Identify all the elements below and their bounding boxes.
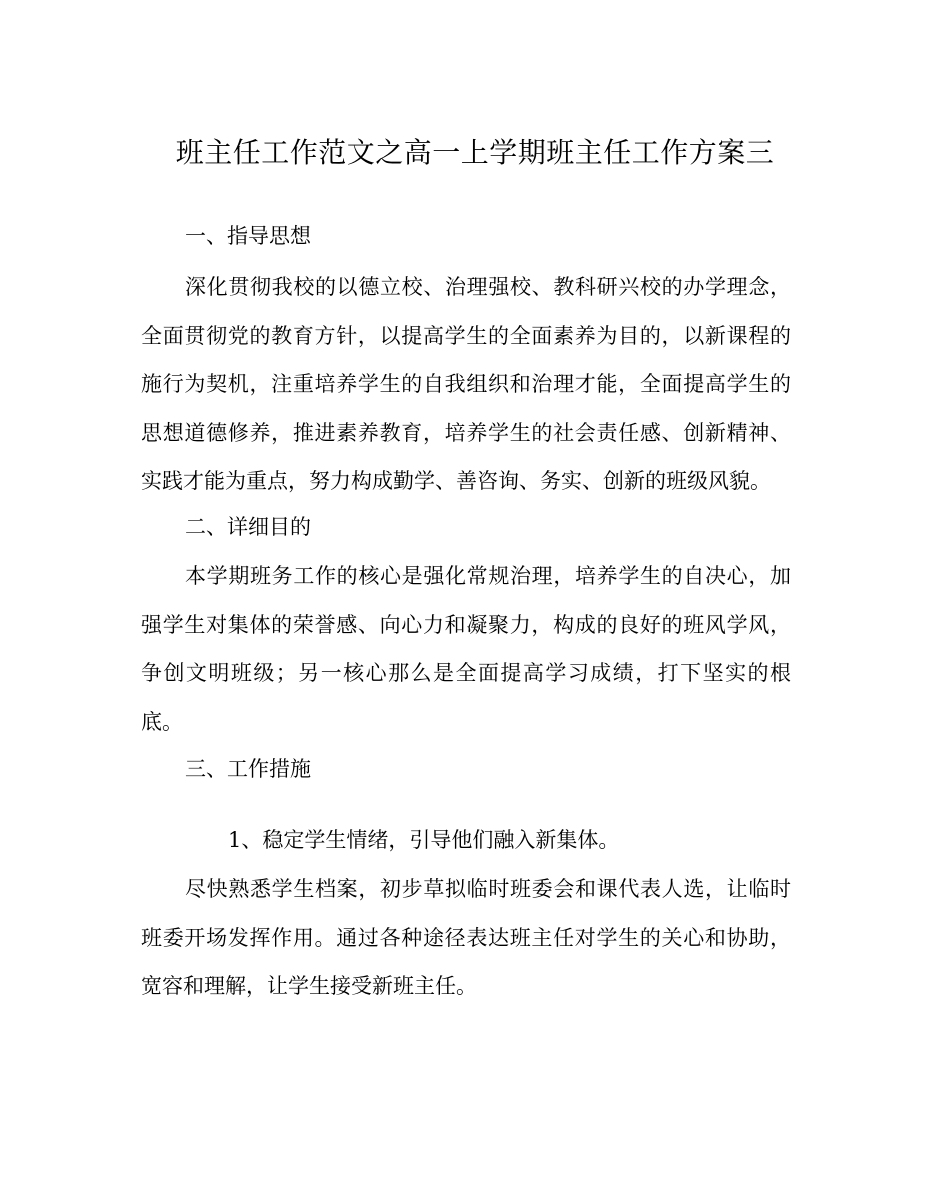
paragraph-stabilize-emotions <box>141 865 791 1011</box>
paragraph-line: 底。 <box>141 709 183 734</box>
paragraph-line: 本学期班务工作的核心是强化常规治理，培养学生的自决心，加 <box>185 564 791 588</box>
paragraph-line: 全面贯彻党的教育方针，以提高学生的全面素养为目的，以新课程的 <box>141 323 791 348</box>
paragraph-line: 实践才能为重点，努力构成勤学、善咨询、务实、创新的班级风貌。 <box>141 469 771 493</box>
paragraph-line: 争创文明班级；另一核心那么是全面提高学习成绩，打下坚实的根 <box>141 661 791 685</box>
subsection-heading-stabilize-emotions: 1、稳定学生情绪，引导他们融入新集体。 <box>228 828 620 852</box>
paragraph-line: 宽容和理解，让学生接受新班主任。 <box>141 974 477 998</box>
paragraph-line: 班委开场发挥作用。通过各种途径表达班主任对学生的关心和协助， <box>141 925 791 950</box>
paragraph-line: 思想道德修养，推进素养教育，培养学生的社会责任感、创新精神、 <box>141 420 791 445</box>
paragraph-line: 深化贯彻我校的以德立校、治理强校、教科研兴校的办学理念， <box>185 275 791 299</box>
paragraph-line: 尽快熟悉学生档案，初步草拟临时班委会和课代表人选，让临时 <box>185 877 791 901</box>
paragraph-line: 强学生对集体的荣誉感、向心力和凝聚力，构成的良好的班风学风， <box>141 612 791 637</box>
section-heading-guiding-ideology: 一、指导思想 <box>185 224 311 248</box>
paragraph-line: 施行为契机，注重培养学生的自我组织和治理才能，全面提高学生的 <box>141 372 791 396</box>
document-title: 班主任工作范文之高一上学期班主任工作方案三 <box>175 136 775 169</box>
section-heading-specific-goals: 二、详细目的 <box>185 515 311 539</box>
paragraph-guiding-ideology <box>141 263 791 506</box>
paragraph-specific-goals <box>141 552 791 746</box>
section-heading-work-measures: 三、工作措施 <box>185 757 311 781</box>
